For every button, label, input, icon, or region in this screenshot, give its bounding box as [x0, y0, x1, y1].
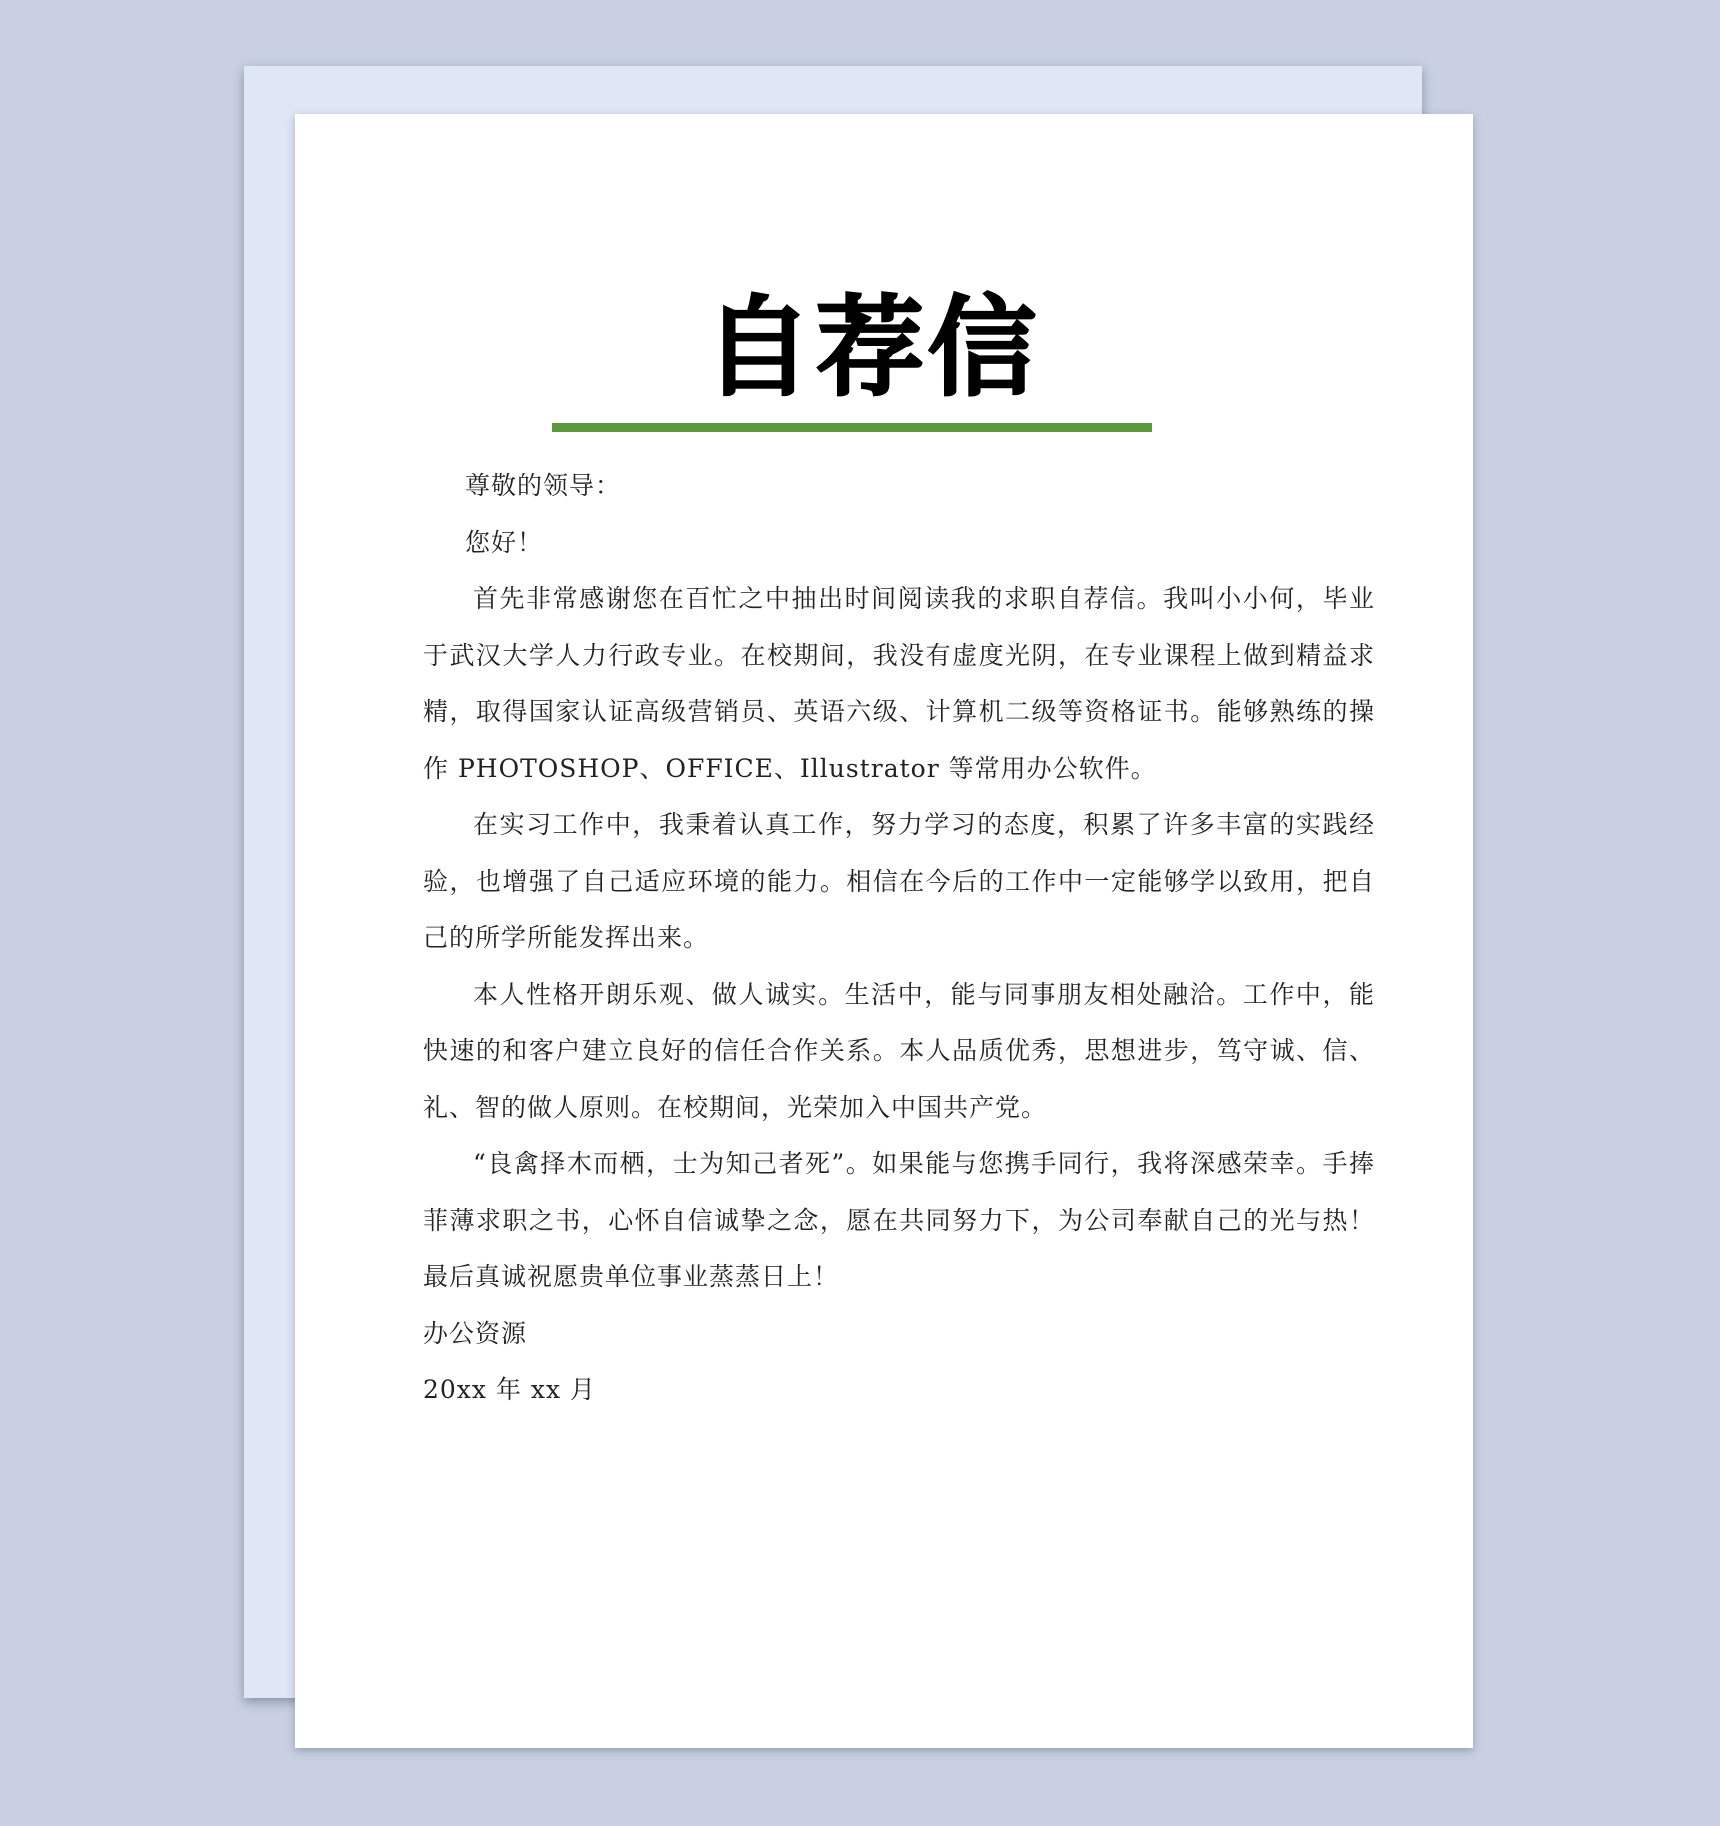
letter-page: [295, 114, 1473, 1748]
signature: 办公资源: [423, 1318, 528, 1348]
paragraph-internship: 在实习工作中，我秉着认真工作，努力学习的态度，积累了许多丰富的实践经验，也增强了自己适应环境的能力。相信在今后的工作中一定能够学以致用，把自己的所学所能发挥出来。: [423, 810, 1375, 952]
paragraph-personality: 本人性格开朗乐观、做人诚实。生活中，能与同事朋友相处融洽。工作中，能快速的和客户建立良好的信任合作关系。本人品质优秀，思想进步，笃守诚、信、礼、智的做人原则。在校期间，光荣加入中国共产党。: [423, 979, 1375, 1122]
greeting: 您好！: [465, 527, 544, 557]
salutation: 尊敬的领导：: [465, 471, 622, 500]
letter-date: 20xx 年 xx 月: [423, 1375, 597, 1404]
paragraph-introduction: 首先非常感谢您在百忙之中抽出时间阅读我的求职自荐信。我叫小小何，毕业于武汉大学人力行政专业。在校期间，我没有虚度光阴，在专业课程上做到精益求精，取得国家认证高级营销员、英语六级、计算机二级等资格证书。能够熟练的操作 PHOTOSHOP、OFFICE、Illustrator 等常用办公软件。: [423, 584, 1375, 783]
letter-title: 自荐信: [703, 286, 1040, 411]
paragraph-closing: “良禽择木而栖，士为知己者死”。如果能与您携手同行，我将深感荣幸。手捧菲薄求职之书，心怀自信诚挚之念，愿在共同努力下，为公司奉献自己的光与热！最后真诚祝愿贵单位事业蒸蒸日上！: [423, 1149, 1375, 1291]
letter-body: [423, 458, 1375, 1419]
title-underline: [552, 423, 1152, 432]
